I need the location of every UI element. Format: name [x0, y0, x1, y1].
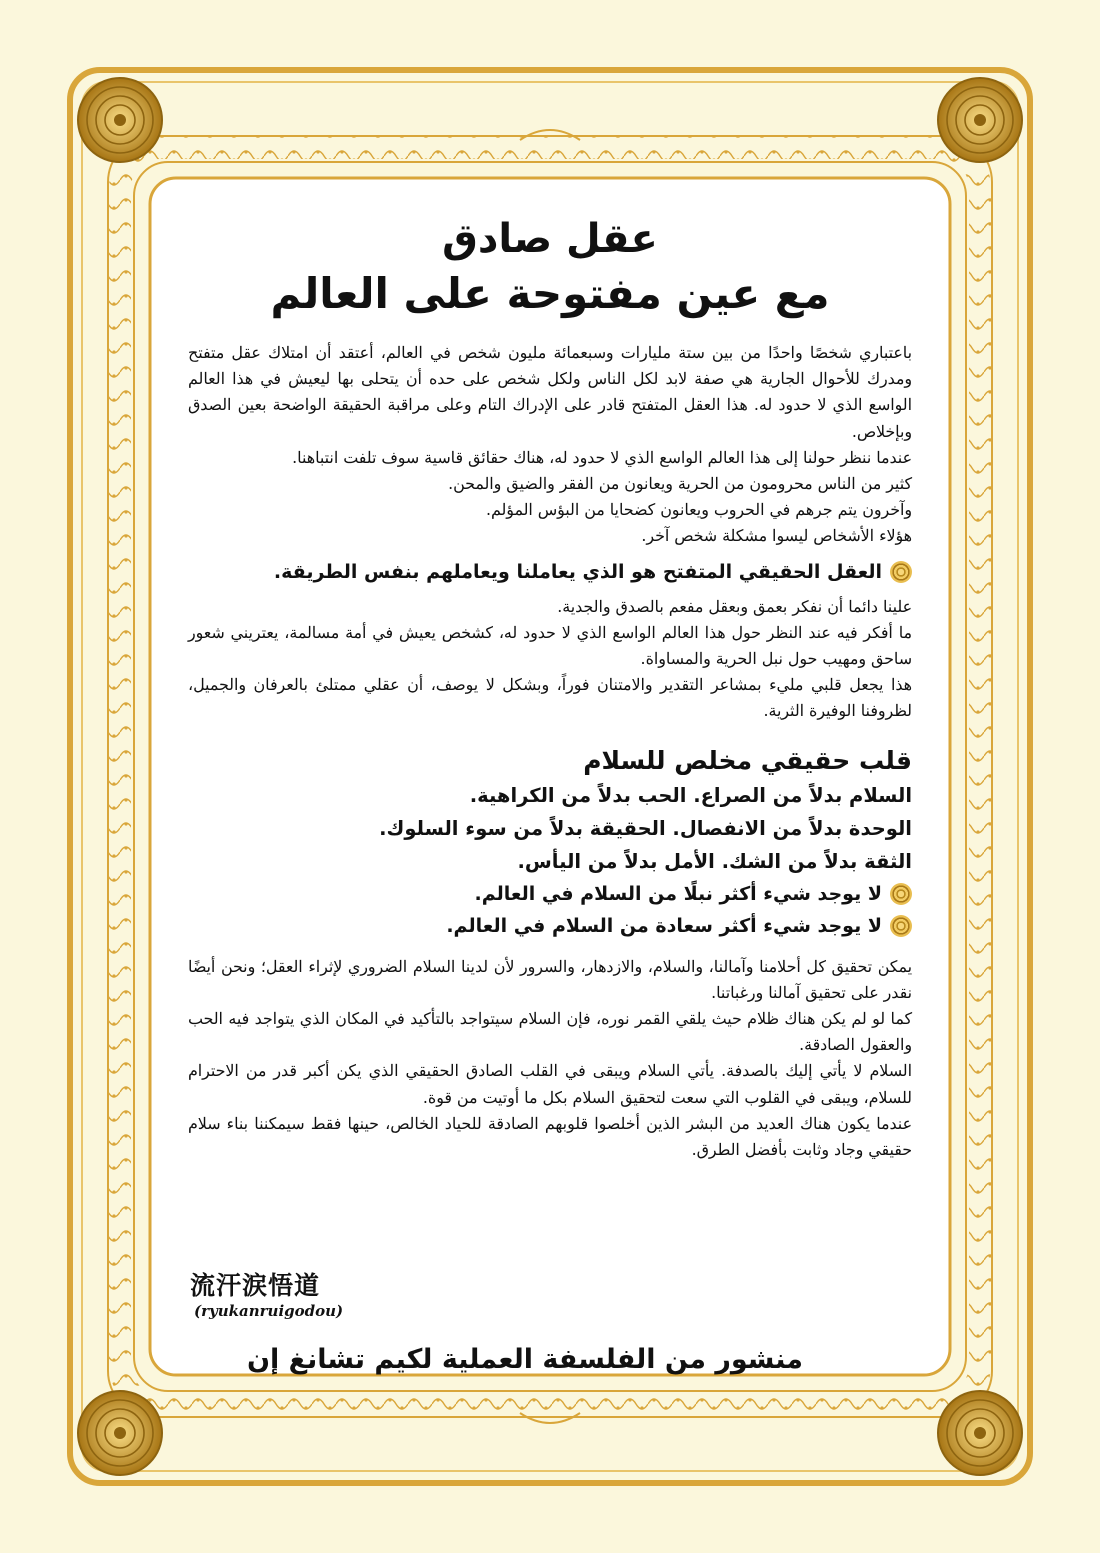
reflection-line: هذا يجعل قلبي مليء بمشاعر التقدير والامتنان فوراً، وبشكل لا يوصف، أن عقلي ممتلئ بالعرفان والجميل، لظروفنا الوفيرة الثرية.	[188, 675, 912, 721]
peace-line: الثقة بدلاً من الشك. الأمل بدلاً من اليأس.	[517, 849, 912, 873]
corner-coin-bottom-left-icon	[78, 1391, 162, 1475]
intro-paragraph: باعتباري شخصًا واحدًا من بين ستة مليارات وسبعمائة مليون شخص في العالم، أعتقد أن امتلاك عقل متفتح ومدرك للأحوال الجارية هي صفة لابد لكل الناس ولكل شخص على حده أن يتحلى بها ليعيش في هذا العالم الواسع الذي لا حدود له. هذا العقل المتفتح قادر على الإدراك التام وعلى مراقبة الحقيقة الواضحة بعين الصدق وبإخلاص.	[188, 343, 912, 441]
closing-paragraph: عندما يكون هناك العديد من البشر الذين أخلصوا قلوبهم الصادقة للحياد الخالص، حينها فقط سيمكننا بناء سلام حقيقي وجاد وثابت بأفضل الطرق.	[188, 1113, 912, 1160]
bullet-text: العقل الحقيقي المتفتح هو الذي يعاملنا ويعاملهم بنفس الطريقة.	[273, 560, 882, 583]
page-title	[150, 212, 950, 322]
brand-mark	[190, 1270, 343, 1320]
brand-kanji: 流汗涙悟道	[190, 1271, 321, 1300]
peace-line: الوحدة بدلاً من الانفصال. الحقيقة بدلاً من سوء السلوك.	[379, 816, 912, 840]
gold-coin-bullet-icon	[890, 561, 912, 583]
gold-coin-bullet-icon	[890, 915, 912, 937]
title-line-2: مع عين مفتوحة على العالم	[270, 269, 830, 318]
title-line-1: عقل صادق	[442, 216, 658, 262]
corner-coin-top-left-icon	[78, 78, 162, 162]
bullet-point	[188, 878, 912, 910]
reflection-line: علينا دائما أن نفكر بعمق وبعقل مفعم بالصدق والجدية.	[557, 596, 912, 616]
reflection-line: ما أفكر فيه عند النظر حول هذا العالم الواسع الذي لا حدود له، كشخص يعيش في أمة مسالمة، يعتريني شعور ساحق ومهيب حول نبل الحرية والمساواة.	[188, 622, 912, 669]
closing-paragraph: كما لو لم يكن هناك ظلام حيث يلقي القمر نوره، فإن السلام سيتواجد بالتأكيد في المكان الذي يتواجد فيه الحب والعقول الصادقة.	[188, 1009, 912, 1055]
article-body	[188, 340, 912, 1163]
gold-coin-bullet-icon	[890, 883, 912, 905]
intro-line: هؤلاء الأشخاص ليسوا مشكلة شخص آخر.	[641, 526, 912, 546]
brand-romaji: (ryukanruigodou)	[194, 1302, 344, 1320]
closing-paragraph: السلام لا يأتي إليك بالصدفة. يأتي السلام ويبقى في القلب الصادق الحقيقي الذي يكن أكبر قدر من الاحترام للسلام، ويبقى في القلوب التي سعت لتحقيق السلام بكل ما أوتيت من قوة.	[188, 1061, 912, 1107]
bullet-point	[188, 556, 912, 588]
intro-line: كثير من الناس محرومون من الحرية ويعانون من الفقر والضيق والمحن.	[448, 474, 912, 494]
closing-paragraph: يمكن تحقيق كل أحلامنا وآمالنا، والسلام، والازدهار، والسرور لأن لدينا السلام الضروري لإثراء العقل؛ ونحن أيضًا نقدر على تحقيق آمالنا ورغباتنا.	[188, 956, 912, 1002]
peace-line: السلام بدلاً من الصراع. الحب بدلاً من الكراهية.	[469, 783, 912, 807]
bullet-text: لا يوجد شيء أكثر نبلًا من السلام في العالم.	[474, 882, 882, 905]
corner-coin-bottom-right-icon	[938, 1391, 1022, 1475]
bullet-point	[188, 910, 912, 942]
intro-line: وآخرون يتم جرهم في الحروب ويعانون كضحايا من البؤس المؤلم.	[485, 500, 912, 520]
bullet-text: لا يوجد شيء أكثر سعادة من السلام في العالم.	[446, 914, 882, 937]
publisher-footer: منشور من الفلسفة العملية لكيم تشانغ إن	[246, 1344, 804, 1375]
section-heading: قلب حقيقي مخلص للسلام	[583, 745, 912, 775]
intro-line: عندما ننظر حولنا إلى هذا العالم الواسع الذي لا حدود له، هناك حقائق قاسية سوف تلفت انتباهنا.	[292, 447, 912, 467]
corner-coin-top-right-icon	[938, 78, 1022, 162]
